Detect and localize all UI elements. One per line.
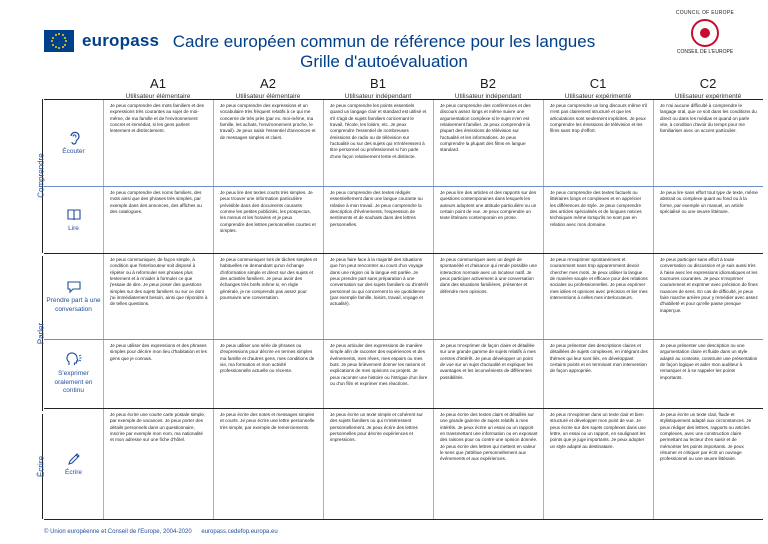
skill-label: Écrire [65,468,82,476]
skill-cell [44,254,103,339]
skill-cell [44,100,103,186]
descriptor-cell: Je peux écrire une courte carte postale simple, par exemple de vacances. Je peux porter des détails personnels dans un questionnaire, inscrire par exemple mon nom, ma nationalité et mon adresse sur une fiche d'hôtel. [103,409,213,519]
descriptor-cell: Je peux écrire des textes clairs et détaillés sur une grande gamme de sujets relatifs à mes intérêts. Je peux écrire un essai ou un rapport en transmettant une information ou en exposant des raisons pour ou contre une opinion donnée. Je peux écrire des lettres qui mettent en valeur le sens que j'attribue personnellement aux événements et aux expériences. [433,409,543,519]
page-subtitle: Grille d'autoévaluation [300,52,468,71]
speech-bubble-icon [66,279,82,295]
copyright-text: © Union européenne et Conseil de l'Europe, 2004-2020 [44,529,192,535]
level-header [323,76,433,100]
level-header-row [103,76,763,100]
descriptor-cell: Je peux communiquer lors de tâches simples et habituelles ne demandant qu'un échange d'information simple et direct sur des sujets et des activités familiers. Je peux avoir des échanges très brefs même si, en règle générale, je ne comprends pas assez pour poursuivre une conversation. [213,254,323,339]
descriptor-cell: Je peux m'exprimer de façon claire et détaillée sur une grande gamme de sujets relatifs à mes centres d'intérêt. Je peux développer un point de vue sur un sujet d'actualité et expliquer les avantages et les inconvénients de différentes possibilités. [433,340,543,408]
level-code: B2 [480,76,496,91]
descriptor-cell: Je peux comprendre des conférences et des discours assez longs et même suivre une argumentation complexe si le sujet m'en est relativement familier. Je peux comprendre la plupart des émissions de télévision sur l'actualité et les informations. Je peux comprendre la plupart des films en langue standard. [433,100,543,186]
logo-text: europass [82,31,160,50]
coe-sub-label: CONSEIL DE L'EUROPE [676,49,734,55]
descriptor-cell: Je peux m'exprimer spontanément et couramment sans trop apparemment devoir chercher mes mots. Je peux utiliser la langue de manière souple et efficace pour des relations sociales ou professionnelles. Je peux exprimer mes idées et opinions avec précision et lier mes interventions à celles mes interlocuteurs. [543,254,653,339]
descriptor-cell: Je peux écrire un texte simple et cohérent sur des sujets familiers ou qui m'intéressent personnellement. Je peux écrire des lettres personnelles pour décrire expériences et impressions. [323,409,433,519]
table-row [44,100,763,187]
level-desc: Utilisateur élémentaire [235,93,301,100]
descriptor-cell: Je peux participer sans effort à toute conversation ou discussion et je suis aussi très à l'aise avec les expressions idiomatiques et les tournures courantes. Je peux m'exprimer couramment et exprimer avec précision de fines nuances de sens. En cas de difficulté, je peux faire marche arrière pour y remédier avec assez d'habileté et pour qu'elle passe presque inaperçue. [653,254,763,339]
level-desc: Utilisateur indépendant [344,93,412,100]
ear-icon [66,130,82,146]
skill-label: Prendre part à une conversation [46,297,101,313]
descriptor-cell: Je peux écrire des notes et messages simples et courts. Je peux écrire une lettre personnelle très simple, par exemple de remerciements. [213,409,323,519]
table-row [44,254,763,340]
category-ecrire: Écrire [36,456,46,477]
descriptor-cell: Je peux faire face à la majorité des situations que l'on peut rencontrer au cours d'un voyage dans une région où la langue est parlée. Je peux prendre part sans préparation à une conversation sur des sujets familiers ou d'intérêt personnel ou qui concernent la vie quotidienne (par exemple famille, loisirs, travail, voyage et actualité). [323,254,433,339]
descriptor-cell: Je peux comprendre des textes factuels ou littéraires longs et complexes et en apprécier les différences de style. Je peux comprendre des articles spécialisés et de longues notices techniques même lorsqu'ils ne sont pas en relation avec mon domaine. [543,187,653,253]
level-desc: Utilisateur expérimenté [674,93,742,100]
table-row [44,409,763,520]
pencil-icon [66,451,82,467]
descriptor-cell: Je peux utiliser une série de phrases ou d'expressions pour décrire en termes simples ma famille et d'autres gens, mes conditions de vie, ma formation et mon activité professionnelle actuelle ou récente. [213,340,323,408]
skill-cell [44,340,103,408]
table-row [44,340,763,409]
skill-cell [44,409,103,519]
level-code: A1 [150,76,166,91]
level-desc: Utilisateur élémentaire [125,93,191,100]
category-comprendre: Comprendre [36,153,46,198]
page-title: Cadre européen commun de référence pour les langues [172,32,596,51]
coe-label: COUNCIL OF EUROPE [675,10,735,16]
level-code: C1 [589,76,607,91]
skill-label: S'exprimer oralement en continu [54,370,93,395]
book-icon [66,207,82,223]
level-desc: Utilisateur indépendant [454,93,522,100]
descriptor-cell: Je peux communiquer, de façon simple, à condition que l'interlocuteur soit disposé à répéter ou à reformuler ses phrases plus lentement et à m'aider à formuler ce que j'essaie de dire. Je peux poser des questions simples sur des sujets familiers ou sur ce dont j'ai immédiatement besoin, ainsi que répondre à de telles questions. [103,254,213,339]
footer [44,529,278,535]
category-parler: Parler [36,322,46,345]
level-header [103,76,213,100]
descriptor-cell: Je peux articuler des expressions de manière simple afin de raconter des expériences et des événements, mes rêves, mes espoirs ou mes buts. Je peux brièvement donner les raisons et explications de mes opinions ou projets. Je peux raconter une histoire ou l'intrigue d'un livre ou d'un film et exprimer mes réactions. [323,340,433,408]
descriptor-cell: Je peux communiquer avec un degré de spontanéité et d'aisance qui rende possible une interaction normale avec un locuteur natif. Je peux participer activement à une conversation dans des situations familières, présenter et défendre mes opinions. [433,254,543,339]
level-code: A2 [260,76,276,91]
descriptor-cell: Je peux lire des articles et des rapports sur des questions contemporaines dans lesquels les auteurs adoptent une attitude particulière ou un certain point de vue. Je peux comprendre un texte littéraire contemporain en prose. [433,187,543,253]
level-header [213,76,323,100]
level-desc: Utilisateur expérimenté [564,93,632,100]
website-link[interactable]: europass.cedefop.europa.eu [201,529,278,535]
descriptor-cell: Je peux comprendre des noms familiers, des mots ainsi que des phrases très simples, par exemple dans des annonces, des affiches ou des catalogues. [103,187,213,253]
level-header [433,76,543,100]
descriptor-cell: Je peux comprendre des expressions et un vocabulaire très fréquent relatifs à ce qui me concerne de très près (par ex. moi-même, ma famille, les achats, l'environnement proche, le travail). Je peux saisir l'essentiel d'annonces et de messages simples et clairs. [213,100,323,186]
self-assessment-grid [44,99,763,519]
descriptor-cell: Je peux présenter une description ou une argumentation claire et fluide dans un style adapté au contexte, construire une présentation de façon logique et aider mon auditeur à remarquer et à se rappeler les points importants. [653,340,763,408]
skill-label: Écouter [62,147,85,155]
descriptor-cell: Je peux lire des textes courts très simples. Je peux trouver une information particulière prévisible dans des documents courants comme les petites publicités, les prospectus, les menus et les horaires et je peux comprendre des lettres personnelles courtes et simples. [213,187,323,253]
level-header [653,76,763,100]
speaking-head-icon [66,352,82,368]
skill-label: Lire [68,224,79,232]
descriptor-cell: Je peux comprendre un long discours même s'il n'est pas clairement structuré et que les articulations sont seulement implicites. Je peux comprendre les émissions de télévision et les films sans trop d'effort. [543,100,653,186]
descriptor-cell: Je peux comprendre des textes rédigés essentiellement dans une langue courante ou relative à mon travail. Je peux comprendre la description d'événements, l'expression de sentiments et de souhaits dans des lettres personnelles. [323,187,433,253]
descriptor-cell: Je peux écrire un texte clair, fluide et stylistiquement adapté aux circonstances. Je peux rédiger des lettres, rapports ou articles complexes, avec une construction claire permettant au lecteur d'en saisir et de mémoriser les points importants. Je peux résumer et critiquer par écrit un ouvrage professionnel ou une œuvre littéraire. [653,409,763,519]
descriptor-cell: Je peux utiliser des expressions et des phrases simples pour décrire mon lieu d'habitation et les gens que je connais. [103,340,213,408]
descriptor-cell: Je peux comprendre les points essentiels quand un langage clair et standard est utilisé et s'il s'agit de sujets familiers concernant le travail, l'école, les loisirs, etc. Je peux comprendre l'essentiel de nombreuses émissions de radio ou de télévision sur l'actualité ou sur des sujets qui m'intéressent à titre personnel ou professionnel si l'on parle d'une façon relativement lente et distincte. [323,100,433,186]
descriptor-cell: Je peux lire sans effort tout type de texte, même abstrait ou complexe quant au fond ou à la forme, par exemple un manuel, un article spécialisé ou une œuvre littéraire. [653,187,763,253]
descriptor-cell: Je peux présenter des descriptions claires et détaillées de sujets complexes, en intégrant des thèmes qui leur sont liés, en développant certains points et en terminant mon intervention de façon appropriée. [543,340,653,408]
descriptor-cell: Je n'ai aucune difficulté à comprendre le langage oral, que ce soit dans les conditions du direct ou dans les médias et quand on parle vite, à condition d'avoir du temps pour me familiariser avec un accent particulier. [653,100,763,186]
descriptor-cell: Je peux m'exprimer dans un texte clair et bien structuré et développer mon point de vue. Je peux écrire sur des sujets complexes dans une lettre, un essai ou un rapport, en soulignant les points que je juge importants. Je peux adopter un style adapté au destinataire. [543,409,653,519]
table-row [44,187,763,254]
descriptor-cell: Je peux comprendre des mots familiers et des expressions très courantes au sujet de moi-même, de ma famille et de l'environnement concret et immédiat, si les gens parlent lentement et distinctement. [103,100,213,186]
skill-cell [44,187,103,253]
level-code: B1 [370,76,386,91]
level-header [543,76,653,100]
level-code: C2 [699,76,717,91]
